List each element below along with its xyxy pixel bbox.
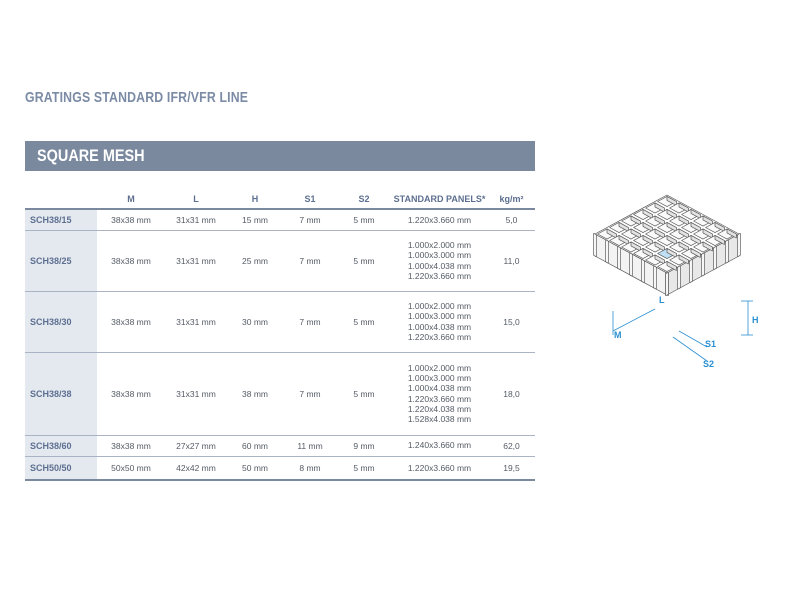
- panel-size: 1.240x3.660 mm: [407, 440, 472, 451]
- header-standard-panels: STANDARD PANELS*: [391, 189, 488, 209]
- cell-h: 38 mm: [227, 352, 283, 435]
- bar-end: [726, 240, 729, 263]
- cell-s2: 5 mm: [337, 209, 391, 230]
- table-row: [25, 230, 535, 291]
- bar-end: [594, 233, 597, 256]
- cell-panels: [391, 435, 488, 456]
- section-banner: [25, 141, 535, 171]
- cell-weight: 62,0: [488, 435, 535, 456]
- header-h: H: [227, 189, 283, 209]
- header-weight: kg/m²: [488, 189, 535, 209]
- table-row: [25, 352, 535, 435]
- section-title: SQUARE MESH: [37, 146, 145, 165]
- cell-l: 31x31 mm: [165, 291, 227, 352]
- label-s2: S2: [703, 359, 715, 369]
- cell-h: 50 mm: [227, 456, 283, 480]
- bar-end: [714, 246, 717, 269]
- cell-s1: 7 mm: [283, 291, 337, 352]
- cell-l: 42x42 mm: [165, 456, 227, 480]
- cell-m: 38x38 mm: [97, 352, 165, 435]
- table-row: [25, 456, 535, 480]
- label-h: H: [752, 315, 759, 325]
- table-row: [25, 209, 535, 230]
- cell-panels: [391, 352, 488, 435]
- cell-s2: 5 mm: [337, 352, 391, 435]
- label-l: L: [659, 295, 665, 305]
- cell-s1: 11 mm: [283, 435, 337, 456]
- panel-size: 1.000x2.000 mm: [407, 301, 472, 312]
- bar-end: [678, 266, 681, 289]
- cell-s2: 5 mm: [337, 456, 391, 480]
- panel-size: 1.220x3.660 mm: [407, 393, 472, 404]
- row-code: SCH38/25: [25, 230, 97, 291]
- cell-panels: [391, 230, 488, 291]
- m-dimension-line: [613, 309, 655, 331]
- cell-panels: [391, 456, 488, 480]
- row-code: SCH38/15: [25, 209, 97, 230]
- cell-weight: 18,0: [488, 352, 535, 435]
- bar-end: [738, 233, 741, 256]
- cell-s2: 9 mm: [337, 435, 391, 456]
- panel-size: 1.000x3.000 mm: [407, 250, 472, 261]
- panel-size: 1.220x3.660 mm: [407, 214, 472, 225]
- cell-weight: 15,0: [488, 291, 535, 352]
- bar-end: [690, 259, 693, 282]
- cell-l: 27x27 mm: [165, 435, 227, 456]
- cell-m: 50x50 mm: [97, 456, 165, 480]
- cell-h: 15 mm: [227, 209, 283, 230]
- dimension-annotations: [613, 301, 753, 361]
- cell-s2: 5 mm: [337, 230, 391, 291]
- cell-weight: 19,5: [488, 456, 535, 480]
- panel-size: 1.000x4.038 mm: [407, 260, 472, 271]
- row-code: SCH38/60: [25, 435, 97, 456]
- table-row: [25, 435, 535, 456]
- cell-m: 38x38 mm: [97, 291, 165, 352]
- specs-table: [25, 189, 535, 481]
- panel-size: 1.220x4.038 mm: [407, 403, 472, 414]
- cell-panels: [391, 291, 488, 352]
- document-title: GRATINGS STANDARD IFR/VFR LINE: [25, 89, 249, 106]
- cell-h: 30 mm: [227, 291, 283, 352]
- panel-size: 1.000x4.038 mm: [407, 383, 472, 394]
- bar-end: [702, 253, 705, 276]
- table-header-row: [25, 189, 535, 209]
- label-s1: S1: [705, 339, 717, 349]
- panel-size: 1.000x3.000 mm: [407, 311, 472, 322]
- grating-body: [594, 195, 741, 296]
- row-code: SCH50/50: [25, 456, 97, 480]
- bar-end: [606, 240, 609, 263]
- table-row: [25, 291, 535, 352]
- cell-l: 31x31 mm: [165, 352, 227, 435]
- header-code: [25, 189, 97, 209]
- panel-size: 1.000x2.000 mm: [407, 240, 472, 251]
- cell-s1: 7 mm: [283, 230, 337, 291]
- header-s1: S1: [283, 189, 337, 209]
- s2-leader-line: [673, 337, 707, 361]
- cell-h: 60 mm: [227, 435, 283, 456]
- cell-m: 38x38 mm: [97, 209, 165, 230]
- cell-l: 31x31 mm: [165, 209, 227, 230]
- panel-size: 1.000x3.000 mm: [407, 373, 472, 384]
- cell-weight: 11,0: [488, 230, 535, 291]
- header-m: M: [97, 189, 165, 209]
- panel-size: 1.220x3.660 mm: [407, 270, 472, 281]
- cell-panels: [391, 209, 488, 230]
- cell-s1: 7 mm: [283, 352, 337, 435]
- bar-end: [630, 253, 633, 276]
- panel-size: 1.528x4.038 mm: [407, 413, 472, 424]
- bar-end: [654, 266, 657, 289]
- cell-h: 25 mm: [227, 230, 283, 291]
- bar-end: [666, 272, 669, 295]
- panel-size: 1.220x3.660 mm: [407, 331, 472, 342]
- row-code: SCH38/30: [25, 291, 97, 352]
- cell-s1: 7 mm: [283, 209, 337, 230]
- header-s2: S2: [337, 189, 391, 209]
- row-code: SCH38/38: [25, 352, 97, 435]
- cell-l: 31x31 mm: [165, 230, 227, 291]
- cell-s1: 8 mm: [283, 456, 337, 480]
- header-l: L: [165, 189, 227, 209]
- panel-size: 1.000x2.000 mm: [407, 362, 472, 373]
- panel-size: 1.000x4.038 mm: [407, 321, 472, 332]
- bar-end: [618, 246, 621, 269]
- cell-m: 38x38 mm: [97, 230, 165, 291]
- grating-diagram: [555, 189, 780, 379]
- panel-size: 1.220x3.660 mm: [407, 462, 472, 473]
- cell-s2: 5 mm: [337, 291, 391, 352]
- cell-m: 38x38 mm: [97, 435, 165, 456]
- bar-end: [642, 259, 645, 282]
- cell-weight: 5,0: [488, 209, 535, 230]
- label-m: M: [614, 330, 622, 340]
